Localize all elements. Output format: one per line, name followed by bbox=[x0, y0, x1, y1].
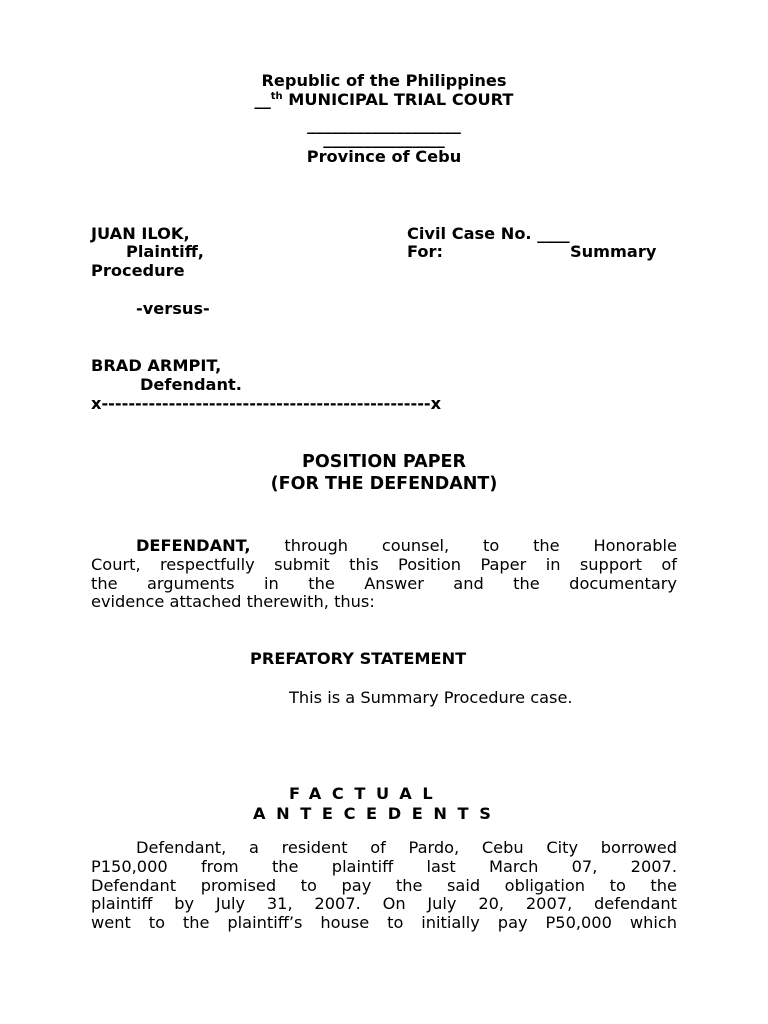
intro-bold-lead: DEFENDANT, bbox=[136, 536, 251, 555]
defendant-role: Defendant. bbox=[140, 375, 242, 394]
for-value-continued: Procedure bbox=[91, 261, 185, 280]
prefatory-heading: PREFATORY STATEMENT bbox=[250, 649, 467, 668]
court-ordinal-suffix: th bbox=[270, 91, 283, 102]
for-value: Summary bbox=[570, 242, 657, 261]
document-title: POSITION PAPER bbox=[302, 452, 466, 472]
plaintiff-role: Plaintiff, bbox=[126, 242, 204, 261]
civil-case-number: Civil Case No. ____ bbox=[407, 224, 570, 243]
intro-line-3: the arguments in the Answer and the documentary bbox=[91, 573, 677, 593]
intro-line-1 bbox=[91, 537, 677, 556]
caption-divider: x-------------------------------------------------x bbox=[91, 394, 442, 413]
factual-line-1: Defendant, a resident of Pardo, Cebu City borrowed bbox=[136, 838, 677, 857]
prefatory-text: This is a Summary Procedure case. bbox=[289, 688, 573, 707]
court-name: MUNICIPAL TRIAL COURT bbox=[282, 90, 514, 109]
factual-paragraph bbox=[91, 839, 677, 933]
court-heading bbox=[0, 91, 768, 110]
factual-line-2: P150,000 from the plaintiff last March 07, 2007. bbox=[91, 856, 677, 876]
court-ordinal-blank: __ bbox=[254, 90, 271, 109]
factual-line-4: plaintiff by July 31, 2007. On July 20, 2007, defendant bbox=[91, 894, 677, 914]
factual-line-5: went to the plaintiff’s house to initially pay P50,000 which bbox=[91, 913, 677, 933]
intro-line-1-text: through counsel, to the Honorable bbox=[284, 536, 677, 555]
blank-line-1: ___________________ bbox=[307, 115, 461, 134]
factual-heading-line-2: ANTECEDENTS bbox=[253, 804, 502, 823]
defendant-name: BRAD ARMPIT, bbox=[91, 356, 222, 375]
document-subtitle: (FOR THE DEFENDANT) bbox=[270, 474, 498, 494]
intro-paragraph bbox=[91, 537, 677, 612]
for-label: For: bbox=[407, 242, 443, 261]
republic-heading: Republic of the Philippines bbox=[261, 71, 507, 90]
factual-line-3: Defendant promised to pay the said obligation to the bbox=[91, 875, 677, 895]
plaintiff-name: JUAN ILOK, bbox=[91, 224, 190, 243]
intro-line-2: Court, respectfully submit this Position Paper in support of bbox=[91, 554, 677, 574]
blank-line-2: _______________ bbox=[323, 129, 445, 148]
intro-line-4: evidence attached therewith, thus: bbox=[91, 592, 375, 612]
factual-heading-line-1: FACTUAL bbox=[289, 784, 444, 803]
province-heading: Province of Cebu bbox=[306, 147, 462, 166]
versus-label: -versus- bbox=[136, 299, 210, 318]
